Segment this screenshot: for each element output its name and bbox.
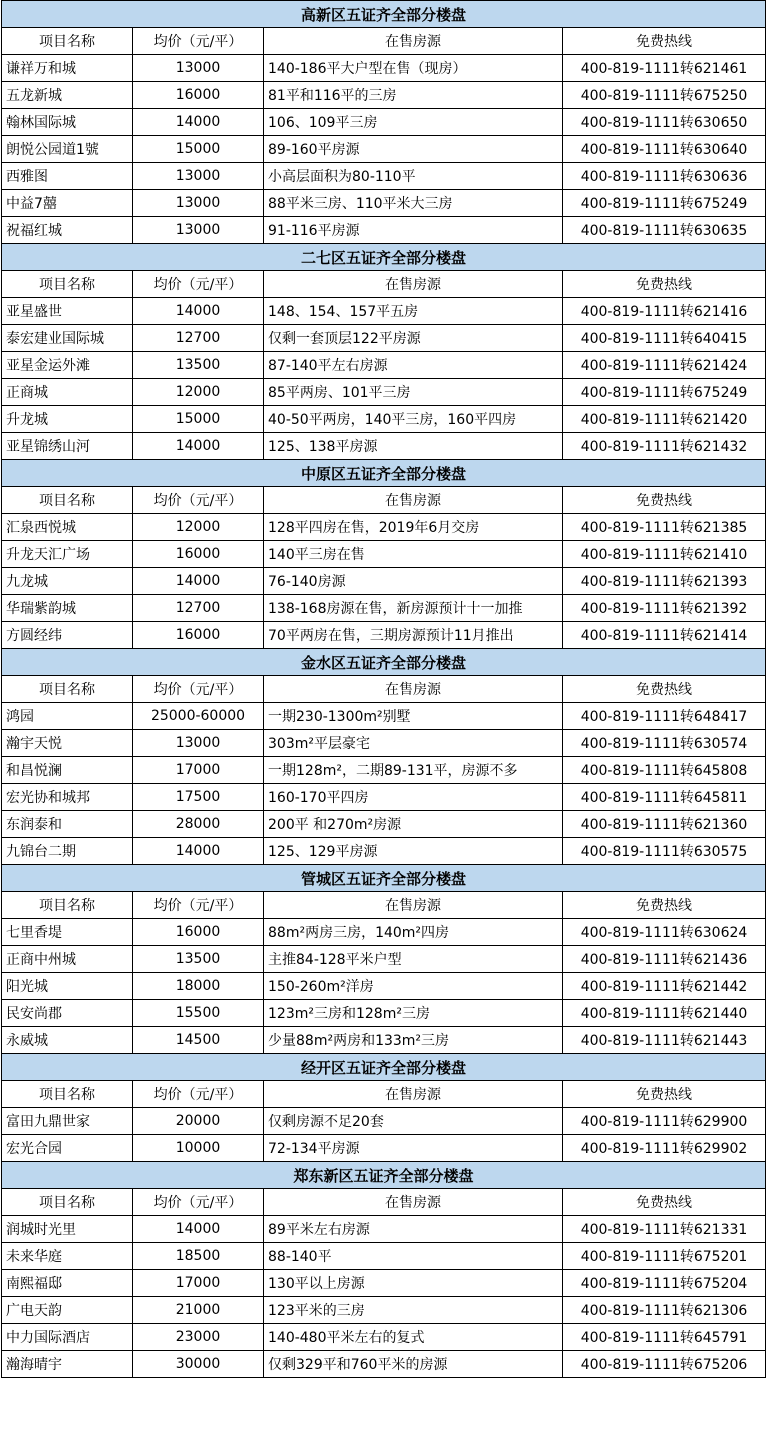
table-body bbox=[2, 1, 766, 1378]
project-name-cell: 未来华庭 bbox=[2, 1243, 133, 1270]
project-name-cell: 富田九鼎世家 bbox=[2, 1108, 133, 1135]
table-row bbox=[2, 136, 766, 163]
avg-price-cell: 21000 bbox=[133, 1297, 264, 1324]
column-header-hotline: 免费热线 bbox=[563, 28, 766, 55]
column-header-price: 均价（元/平） bbox=[133, 892, 264, 919]
column-header-price: 均价（元/平） bbox=[133, 1189, 264, 1216]
hotline-cell: 400-819-1111转630574 bbox=[563, 730, 766, 757]
project-name-cell: 中力国际酒店 bbox=[2, 1324, 133, 1351]
project-name-cell: 谦祥万和城 bbox=[2, 55, 133, 82]
table-row bbox=[2, 217, 766, 244]
column-header-units: 在售房源 bbox=[264, 271, 563, 298]
section-title-row bbox=[2, 244, 766, 271]
table-row bbox=[2, 352, 766, 379]
project-name-cell: 泰宏建业国际城 bbox=[2, 325, 133, 352]
column-header-name: 项目名称 bbox=[2, 28, 133, 55]
column-header-units: 在售房源 bbox=[264, 1189, 563, 1216]
hotline-cell: 400-819-1111转648417 bbox=[563, 703, 766, 730]
units-on-sale-cell: 少量88m²两房和133m²三房 bbox=[264, 1027, 563, 1054]
avg-price-cell: 16000 bbox=[133, 82, 264, 109]
table-row bbox=[2, 919, 766, 946]
table-row bbox=[2, 946, 766, 973]
units-on-sale-cell: 140平三房在售 bbox=[264, 541, 563, 568]
project-name-cell: 翰林国际城 bbox=[2, 109, 133, 136]
column-header-hotline: 免费热线 bbox=[563, 271, 766, 298]
avg-price-cell: 12000 bbox=[133, 514, 264, 541]
project-name-cell: 民安尚郡 bbox=[2, 1000, 133, 1027]
column-header-name: 项目名称 bbox=[2, 1081, 133, 1108]
column-header-hotline: 免费热线 bbox=[563, 676, 766, 703]
column-header-units: 在售房源 bbox=[264, 487, 563, 514]
project-name-cell: 正商中州城 bbox=[2, 946, 133, 973]
project-name-cell: 瀚海晴宇 bbox=[2, 1351, 133, 1378]
avg-price-cell: 12700 bbox=[133, 325, 264, 352]
table-row bbox=[2, 433, 766, 460]
avg-price-cell: 28000 bbox=[133, 811, 264, 838]
column-header-price: 均价（元/平） bbox=[133, 28, 264, 55]
column-header-price: 均价（元/平） bbox=[133, 676, 264, 703]
hotline-cell: 400-819-1111转621424 bbox=[563, 352, 766, 379]
table-row bbox=[2, 757, 766, 784]
project-name-cell: 宏光协和城邦 bbox=[2, 784, 133, 811]
column-header-units: 在售房源 bbox=[264, 676, 563, 703]
column-header-units: 在售房源 bbox=[264, 28, 563, 55]
avg-price-cell: 14000 bbox=[133, 433, 264, 460]
section-title-row bbox=[2, 1162, 766, 1189]
units-on-sale-cell: 主推84-128平米户型 bbox=[264, 946, 563, 973]
units-on-sale-cell: 81平和116平的三房 bbox=[264, 82, 563, 109]
table-row bbox=[2, 406, 766, 433]
units-on-sale-cell: 88m²两房三房，140m²四房 bbox=[264, 919, 563, 946]
project-name-cell: 和昌悦澜 bbox=[2, 757, 133, 784]
section-title: 郑东新区五证齐全部分楼盘 bbox=[2, 1162, 766, 1189]
units-on-sale-cell: 123m²三房和128m²三房 bbox=[264, 1000, 563, 1027]
units-on-sale-cell: 106、109平三房 bbox=[264, 109, 563, 136]
table-row bbox=[2, 811, 766, 838]
project-name-cell: 华瑞紫韵城 bbox=[2, 595, 133, 622]
units-on-sale-cell: 仅剩一套顶层122平房源 bbox=[264, 325, 563, 352]
column-header-name: 项目名称 bbox=[2, 676, 133, 703]
units-on-sale-cell: 40-50平两房，140平三房，160平四房 bbox=[264, 406, 563, 433]
table-row bbox=[2, 1270, 766, 1297]
units-on-sale-cell: 85平两房、101平三房 bbox=[264, 379, 563, 406]
column-header-units: 在售房源 bbox=[264, 1081, 563, 1108]
project-name-cell: 亚星盛世 bbox=[2, 298, 133, 325]
column-header-row bbox=[2, 892, 766, 919]
units-on-sale-cell: 303m²平层豪宅 bbox=[264, 730, 563, 757]
column-header-name: 项目名称 bbox=[2, 487, 133, 514]
table-row bbox=[2, 838, 766, 865]
project-name-cell: 宏光合园 bbox=[2, 1135, 133, 1162]
hotline-cell: 400-819-1111转621393 bbox=[563, 568, 766, 595]
project-name-cell: 升龙天汇广场 bbox=[2, 541, 133, 568]
units-on-sale-cell: 138-168房源在售，新房源预计十一加推 bbox=[264, 595, 563, 622]
project-name-cell: 中益7囍 bbox=[2, 190, 133, 217]
table-row bbox=[2, 82, 766, 109]
property-listing-table bbox=[1, 0, 766, 1378]
hotline-cell: 400-819-1111转621331 bbox=[563, 1216, 766, 1243]
table-row bbox=[2, 1216, 766, 1243]
hotline-cell: 400-819-1111转621360 bbox=[563, 811, 766, 838]
avg-price-cell: 14000 bbox=[133, 1216, 264, 1243]
units-on-sale-cell: 140-480平米左右的复式 bbox=[264, 1324, 563, 1351]
units-on-sale-cell: 160-170平四房 bbox=[264, 784, 563, 811]
hotline-cell: 400-819-1111转675249 bbox=[563, 190, 766, 217]
column-header-row bbox=[2, 1189, 766, 1216]
table-row bbox=[2, 1324, 766, 1351]
units-on-sale-cell: 125、138平房源 bbox=[264, 433, 563, 460]
avg-price-cell: 13000 bbox=[133, 163, 264, 190]
table-row bbox=[2, 730, 766, 757]
hotline-cell: 400-819-1111转621410 bbox=[563, 541, 766, 568]
section-title: 金水区五证齐全部分楼盘 bbox=[2, 649, 766, 676]
hotline-cell: 400-819-1111转621461 bbox=[563, 55, 766, 82]
avg-price-cell: 13000 bbox=[133, 55, 264, 82]
units-on-sale-cell: 128平四房在售，2019年6月交房 bbox=[264, 514, 563, 541]
avg-price-cell: 16000 bbox=[133, 622, 264, 649]
avg-price-cell: 17500 bbox=[133, 784, 264, 811]
column-header-name: 项目名称 bbox=[2, 271, 133, 298]
units-on-sale-cell: 小高层面积为80-110平 bbox=[264, 163, 563, 190]
project-name-cell: 亚星金运外滩 bbox=[2, 352, 133, 379]
column-header-row bbox=[2, 271, 766, 298]
units-on-sale-cell: 125、129平房源 bbox=[264, 838, 563, 865]
hotline-cell: 400-819-1111转630636 bbox=[563, 163, 766, 190]
avg-price-cell: 13000 bbox=[133, 190, 264, 217]
project-name-cell: 永威城 bbox=[2, 1027, 133, 1054]
avg-price-cell: 14000 bbox=[133, 838, 264, 865]
hotline-cell: 400-819-1111转630650 bbox=[563, 109, 766, 136]
hotline-cell: 400-819-1111转630624 bbox=[563, 919, 766, 946]
avg-price-cell: 30000 bbox=[133, 1351, 264, 1378]
table-row bbox=[2, 1351, 766, 1378]
hotline-cell: 400-819-1111转630575 bbox=[563, 838, 766, 865]
table-row bbox=[2, 1243, 766, 1270]
table-row bbox=[2, 784, 766, 811]
units-on-sale-cell: 148、154、157平五房 bbox=[264, 298, 563, 325]
project-name-cell: 瀚宇天悦 bbox=[2, 730, 133, 757]
hotline-cell: 400-819-1111转675249 bbox=[563, 379, 766, 406]
avg-price-cell: 15000 bbox=[133, 136, 264, 163]
column-header-hotline: 免费热线 bbox=[563, 1189, 766, 1216]
project-name-cell: 升龙城 bbox=[2, 406, 133, 433]
project-name-cell: 广电天韵 bbox=[2, 1297, 133, 1324]
table-row bbox=[2, 514, 766, 541]
table-row bbox=[2, 1297, 766, 1324]
column-header-row bbox=[2, 28, 766, 55]
avg-price-cell: 18000 bbox=[133, 973, 264, 1000]
column-header-name: 项目名称 bbox=[2, 1189, 133, 1216]
project-name-cell: 汇泉西悦城 bbox=[2, 514, 133, 541]
section-title: 二七区五证齐全部分楼盘 bbox=[2, 244, 766, 271]
section-title: 高新区五证齐全部分楼盘 bbox=[2, 1, 766, 28]
hotline-cell: 400-819-1111转621440 bbox=[563, 1000, 766, 1027]
section-title-row bbox=[2, 865, 766, 892]
hotline-cell: 400-819-1111转621432 bbox=[563, 433, 766, 460]
column-header-price: 均价（元/平） bbox=[133, 1081, 264, 1108]
project-name-cell: 润城时光里 bbox=[2, 1216, 133, 1243]
project-name-cell: 亚星锦绣山河 bbox=[2, 433, 133, 460]
hotline-cell: 400-819-1111转629900 bbox=[563, 1108, 766, 1135]
avg-price-cell: 15000 bbox=[133, 406, 264, 433]
table-row bbox=[2, 1027, 766, 1054]
column-header-units: 在售房源 bbox=[264, 892, 563, 919]
project-name-cell: 阳光城 bbox=[2, 973, 133, 1000]
hotline-cell: 400-819-1111转621443 bbox=[563, 1027, 766, 1054]
project-name-cell: 七里香堤 bbox=[2, 919, 133, 946]
avg-price-cell: 13000 bbox=[133, 217, 264, 244]
hotline-cell: 400-819-1111转621416 bbox=[563, 298, 766, 325]
table-row bbox=[2, 595, 766, 622]
avg-price-cell: 13000 bbox=[133, 730, 264, 757]
project-name-cell: 东润泰和 bbox=[2, 811, 133, 838]
section-title-row bbox=[2, 649, 766, 676]
avg-price-cell: 18500 bbox=[133, 1243, 264, 1270]
section-title: 管城区五证齐全部分楼盘 bbox=[2, 865, 766, 892]
avg-price-cell: 14000 bbox=[133, 568, 264, 595]
table-row bbox=[2, 622, 766, 649]
avg-price-cell: 17000 bbox=[133, 1270, 264, 1297]
avg-price-cell: 16000 bbox=[133, 541, 264, 568]
avg-price-cell: 23000 bbox=[133, 1324, 264, 1351]
hotline-cell: 400-819-1111转621392 bbox=[563, 595, 766, 622]
units-on-sale-cell: 150-260m²洋房 bbox=[264, 973, 563, 1000]
hotline-cell: 400-819-1111转630635 bbox=[563, 217, 766, 244]
project-name-cell: 南熙福邸 bbox=[2, 1270, 133, 1297]
hotline-cell: 400-819-1111转675204 bbox=[563, 1270, 766, 1297]
project-name-cell: 西雅图 bbox=[2, 163, 133, 190]
hotline-cell: 400-819-1111转675250 bbox=[563, 82, 766, 109]
hotline-cell: 400-819-1111转640415 bbox=[563, 325, 766, 352]
section-title-row bbox=[2, 1, 766, 28]
hotline-cell: 400-819-1111转621420 bbox=[563, 406, 766, 433]
hotline-cell: 400-819-1111转675201 bbox=[563, 1243, 766, 1270]
project-name-cell: 方圆经纬 bbox=[2, 622, 133, 649]
column-header-row bbox=[2, 676, 766, 703]
table-row bbox=[2, 1000, 766, 1027]
units-on-sale-cell: 200平 和270m²房源 bbox=[264, 811, 563, 838]
units-on-sale-cell: 130平以上房源 bbox=[264, 1270, 563, 1297]
avg-price-cell: 17000 bbox=[133, 757, 264, 784]
units-on-sale-cell: 140-186平大户型在售（现房） bbox=[264, 55, 563, 82]
table-row bbox=[2, 163, 766, 190]
hotline-cell: 400-819-1111转621414 bbox=[563, 622, 766, 649]
section-title-row bbox=[2, 1054, 766, 1081]
table-row bbox=[2, 568, 766, 595]
table-row bbox=[2, 1108, 766, 1135]
column-header-price: 均价（元/平） bbox=[133, 487, 264, 514]
avg-price-cell: 14000 bbox=[133, 298, 264, 325]
table-row bbox=[2, 541, 766, 568]
hotline-cell: 400-819-1111转675206 bbox=[563, 1351, 766, 1378]
units-on-sale-cell: 89平米左右房源 bbox=[264, 1216, 563, 1243]
column-header-row bbox=[2, 1081, 766, 1108]
column-header-hotline: 免费热线 bbox=[563, 487, 766, 514]
table-row bbox=[2, 973, 766, 1000]
hotline-cell: 400-819-1111转621442 bbox=[563, 973, 766, 1000]
section-title: 中原区五证齐全部分楼盘 bbox=[2, 460, 766, 487]
units-on-sale-cell: 87-140平左右房源 bbox=[264, 352, 563, 379]
units-on-sale-cell: 一期230-1300m²别墅 bbox=[264, 703, 563, 730]
table-row bbox=[2, 1135, 766, 1162]
hotline-cell: 400-819-1111转621385 bbox=[563, 514, 766, 541]
table-row bbox=[2, 190, 766, 217]
table-row bbox=[2, 703, 766, 730]
table-row bbox=[2, 109, 766, 136]
column-header-hotline: 免费热线 bbox=[563, 892, 766, 919]
units-on-sale-cell: 76-140房源 bbox=[264, 568, 563, 595]
units-on-sale-cell: 91-116平房源 bbox=[264, 217, 563, 244]
table-row bbox=[2, 298, 766, 325]
project-name-cell: 鸿园 bbox=[2, 703, 133, 730]
project-name-cell: 九锦台二期 bbox=[2, 838, 133, 865]
project-name-cell: 祝福红城 bbox=[2, 217, 133, 244]
units-on-sale-cell: 88-140平 bbox=[264, 1243, 563, 1270]
column-header-row bbox=[2, 487, 766, 514]
avg-price-cell: 10000 bbox=[133, 1135, 264, 1162]
hotline-cell: 400-819-1111转629902 bbox=[563, 1135, 766, 1162]
table-row bbox=[2, 379, 766, 406]
units-on-sale-cell: 70平两房在售，三期房源预计11月推出 bbox=[264, 622, 563, 649]
hotline-cell: 400-819-1111转621436 bbox=[563, 946, 766, 973]
units-on-sale-cell: 89-160平房源 bbox=[264, 136, 563, 163]
hotline-cell: 400-819-1111转645808 bbox=[563, 757, 766, 784]
units-on-sale-cell: 72-134平房源 bbox=[264, 1135, 563, 1162]
units-on-sale-cell: 仅剩房源不足20套 bbox=[264, 1108, 563, 1135]
project-name-cell: 朗悦公园道1號 bbox=[2, 136, 133, 163]
avg-price-cell: 15500 bbox=[133, 1000, 264, 1027]
column-header-price: 均价（元/平） bbox=[133, 271, 264, 298]
section-title-row bbox=[2, 460, 766, 487]
avg-price-cell: 12000 bbox=[133, 379, 264, 406]
avg-price-cell: 20000 bbox=[133, 1108, 264, 1135]
units-on-sale-cell: 123平米的三房 bbox=[264, 1297, 563, 1324]
project-name-cell: 九龙城 bbox=[2, 568, 133, 595]
table-row bbox=[2, 325, 766, 352]
table-row bbox=[2, 55, 766, 82]
avg-price-cell: 14000 bbox=[133, 109, 264, 136]
avg-price-cell: 13500 bbox=[133, 946, 264, 973]
avg-price-cell: 14500 bbox=[133, 1027, 264, 1054]
avg-price-cell: 12700 bbox=[133, 595, 264, 622]
avg-price-cell: 13500 bbox=[133, 352, 264, 379]
hotline-cell: 400-819-1111转645791 bbox=[563, 1324, 766, 1351]
avg-price-cell: 16000 bbox=[133, 919, 264, 946]
hotline-cell: 400-819-1111转645811 bbox=[563, 784, 766, 811]
section-title: 经开区五证齐全部分楼盘 bbox=[2, 1054, 766, 1081]
project-name-cell: 五龙新城 bbox=[2, 82, 133, 109]
units-on-sale-cell: 仅剩329平和760平米的房源 bbox=[264, 1351, 563, 1378]
hotline-cell: 400-819-1111转621306 bbox=[563, 1297, 766, 1324]
units-on-sale-cell: 一期128m²，二期89-131平，房源不多 bbox=[264, 757, 563, 784]
project-name-cell: 正商城 bbox=[2, 379, 133, 406]
column-header-hotline: 免费热线 bbox=[563, 1081, 766, 1108]
avg-price-cell: 25000-60000 bbox=[133, 703, 264, 730]
hotline-cell: 400-819-1111转630640 bbox=[563, 136, 766, 163]
units-on-sale-cell: 88平米三房、110平米大三房 bbox=[264, 190, 563, 217]
column-header-name: 项目名称 bbox=[2, 892, 133, 919]
